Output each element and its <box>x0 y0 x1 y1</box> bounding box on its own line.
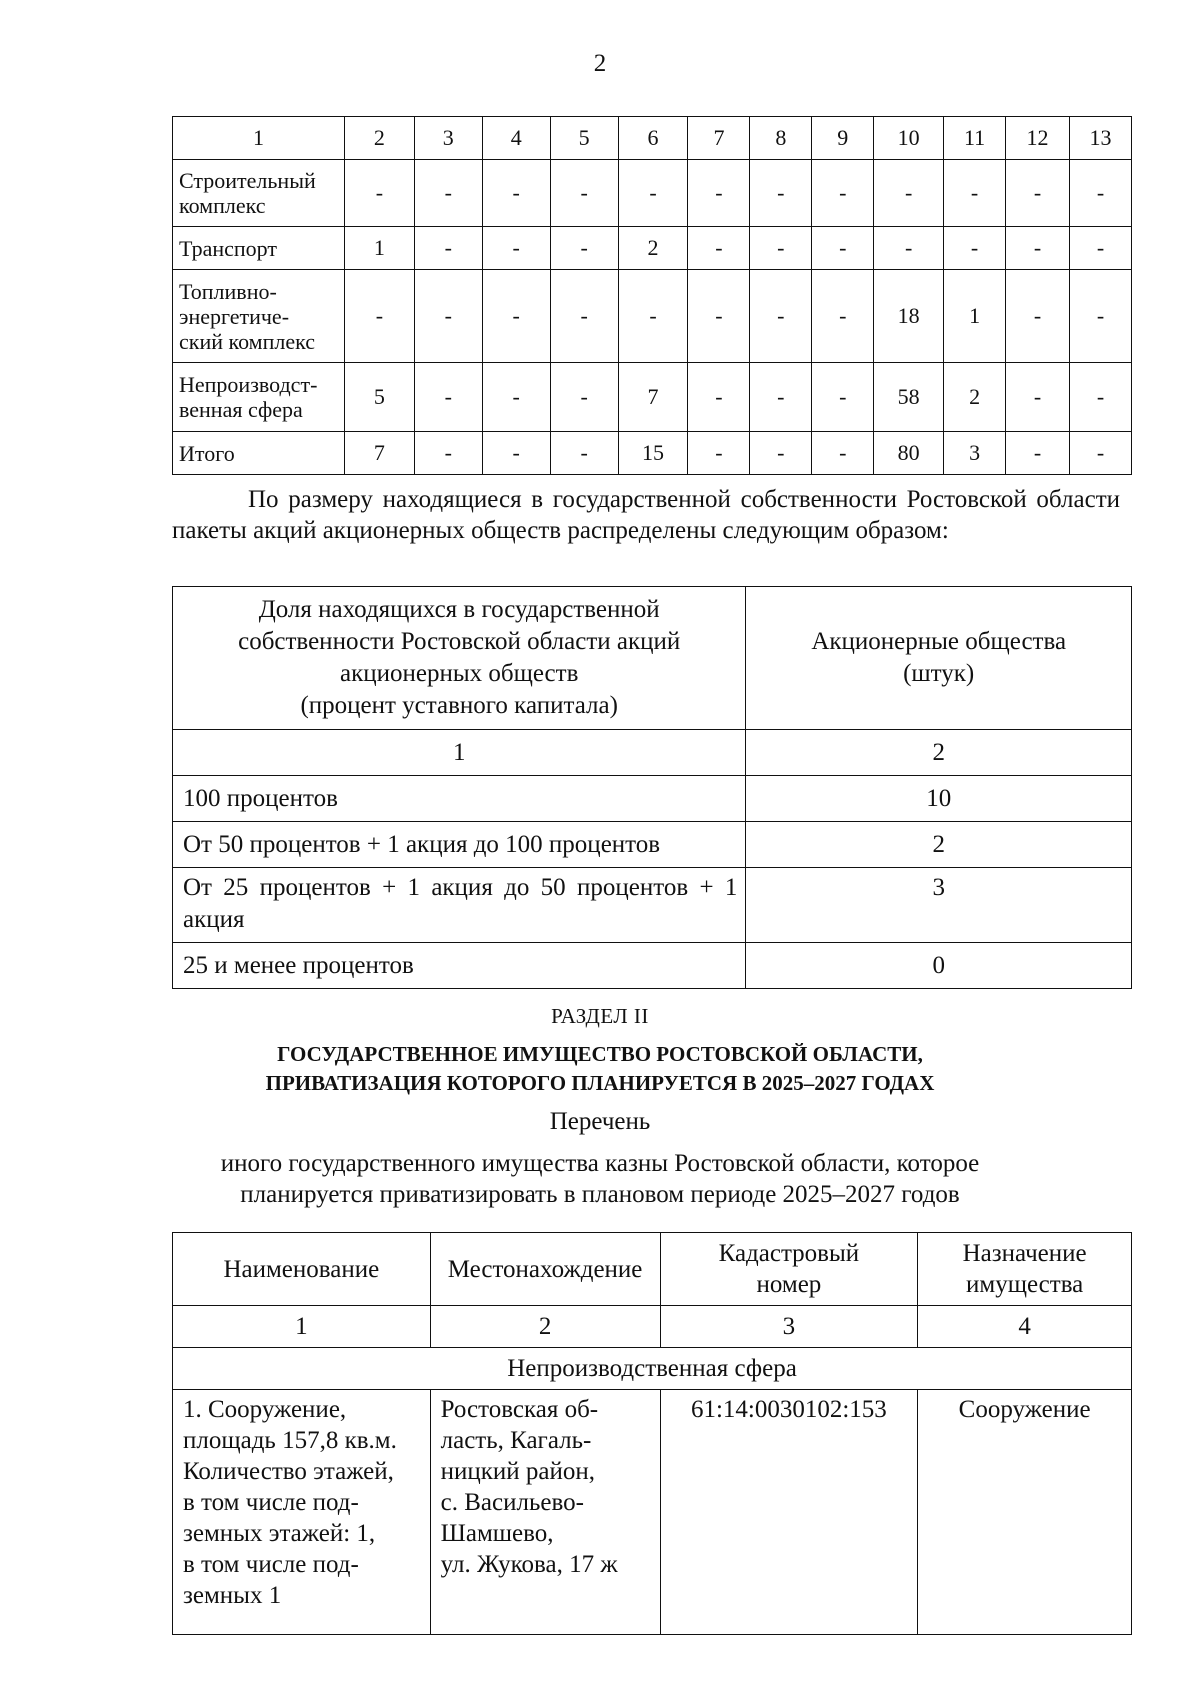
table-cell: 1 <box>944 270 1006 363</box>
count-header-cell: Акционерные общества (штук) <box>746 587 1132 730</box>
table-cell: - <box>344 160 414 227</box>
table-cell: - <box>1006 227 1070 270</box>
share-count: 10 <box>746 776 1132 822</box>
table-cell: 2 <box>944 363 1006 432</box>
location-header: Местонахождение <box>430 1233 660 1306</box>
table-cell: - <box>944 160 1006 227</box>
header-cell: 12 <box>1006 117 1070 160</box>
table-cell: - <box>550 160 618 227</box>
column-number-row <box>173 730 1132 776</box>
table-cell: - <box>874 227 944 270</box>
table-cell: - <box>550 363 618 432</box>
table-cell: 7 <box>344 432 414 475</box>
privatization-property-table <box>172 1232 1132 1635</box>
table-cell: - <box>414 270 482 363</box>
table-cell: - <box>344 270 414 363</box>
list-title: Перечень <box>549 1108 651 1135</box>
holdings-by-sector-table <box>172 116 1132 475</box>
table-cell: - <box>1006 270 1070 363</box>
property-name: 1. Сооружение, площадь 157,8 кв.м. Количество этажей, в том числе под- земных этажей: 1, в том числе под- земных 1 <box>173 1390 431 1635</box>
group-label: Непроизводственная сфера <box>173 1348 1132 1390</box>
header-cell: 3 <box>414 117 482 160</box>
column-number: 2 <box>746 730 1132 776</box>
property-location: Ростовская об- ласть, Кагаль- ницкий район, с. Васильево- Шамшево, ул. Жукова, 17 ж <box>430 1390 660 1635</box>
column-number: 1 <box>173 730 746 776</box>
section-label: РАЗДЕЛ II <box>551 1004 649 1028</box>
table-header-row <box>173 587 1132 730</box>
name-header: Наименование <box>173 1233 431 1306</box>
table-cell: - <box>688 432 750 475</box>
table-cell: 80 <box>874 432 944 475</box>
table-cell: - <box>550 227 618 270</box>
table-row <box>173 363 1132 432</box>
share-header-cell: Доля находящихся в государственной собственности Ростовской области акций акционерных обществ (процент уставного капитала) <box>173 587 746 730</box>
table-cell: - <box>550 432 618 475</box>
section-title: ГОСУДАРСТВЕННОЕ ИМУЩЕСТВО РОСТОВСКОЙ ОБЛАСТИ, ПРИВАТИЗАЦИЯ КОТОРОГО ПЛАНИРУЕТСЯ В 2025–2027 ГОДАХ <box>265 1042 935 1095</box>
column-number: 4 <box>918 1306 1132 1348</box>
table-cell: - <box>482 227 550 270</box>
share-count: 0 <box>746 943 1132 989</box>
table-cell: - <box>874 160 944 227</box>
table-cell: - <box>1006 363 1070 432</box>
distribution-paragraph <box>172 484 1120 546</box>
table-cell: - <box>688 160 750 227</box>
header-cell: 6 <box>618 117 688 160</box>
table-cell: - <box>1069 432 1131 475</box>
table-cell: - <box>1006 432 1070 475</box>
table-cell: 7 <box>618 363 688 432</box>
column-number-row <box>173 1306 1132 1348</box>
row-label: Итого <box>173 432 345 475</box>
table-cell: - <box>482 432 550 475</box>
group-row <box>173 1348 1132 1390</box>
table-row <box>173 868 1132 943</box>
table-cell: 58 <box>874 363 944 432</box>
header-cell: 5 <box>550 117 618 160</box>
table-row <box>173 270 1132 363</box>
table-row <box>173 776 1132 822</box>
purpose-header: Назначение имущества <box>918 1233 1132 1306</box>
table-row <box>173 227 1132 270</box>
table-cell: - <box>750 363 812 432</box>
table-total-row <box>173 432 1132 475</box>
table-header-row <box>173 1233 1132 1306</box>
page-number: 2 <box>593 50 607 77</box>
row-label: Топливно- энергетиче- ский комплекс <box>173 270 345 363</box>
header-cell: 2 <box>344 117 414 160</box>
table-cell: 5 <box>344 363 414 432</box>
share-count: 2 <box>746 822 1132 868</box>
table-cell: 18 <box>874 270 944 363</box>
column-number: 2 <box>430 1306 660 1348</box>
share-label: 100 процентов <box>173 776 746 822</box>
header-cell: 7 <box>688 117 750 160</box>
table-cell: 15 <box>618 432 688 475</box>
table-cell: - <box>812 227 874 270</box>
table-cell: - <box>482 160 550 227</box>
column-number: 3 <box>660 1306 918 1348</box>
table-cell: - <box>1006 160 1070 227</box>
table-cell: - <box>750 270 812 363</box>
share-label: От 50 процентов + 1 акция до 100 процентов <box>173 822 746 868</box>
table-cell: - <box>482 363 550 432</box>
table-cell: - <box>414 227 482 270</box>
table-cell: - <box>1069 160 1131 227</box>
table-cell: - <box>550 270 618 363</box>
table-cell: - <box>944 227 1006 270</box>
table-cell: - <box>750 227 812 270</box>
header-cell: 11 <box>944 117 1006 160</box>
table-cell: - <box>688 363 750 432</box>
table-cell: - <box>750 160 812 227</box>
row-label: Транспорт <box>173 227 345 270</box>
header-cell: 9 <box>812 117 874 160</box>
table-cell: - <box>688 270 750 363</box>
table-cell: - <box>812 363 874 432</box>
header-cell: 13 <box>1069 117 1131 160</box>
list-subtitle: иного государственного имущества казны Ростовской области, которое планируется приватизировать в плановом периоде 2025–2027 годов <box>220 1150 980 1208</box>
cadastral-number: 61:14:0030102:153 <box>660 1390 918 1635</box>
share-label: 25 и менее процентов <box>173 943 746 989</box>
table-cell: 3 <box>944 432 1006 475</box>
cadastral-header: Кадастровый номер <box>660 1233 918 1306</box>
table-cell: - <box>812 160 874 227</box>
share-label: От 25 процентов + 1 акция до 50 процентов + 1 акция <box>173 868 746 943</box>
table-cell: - <box>1069 270 1131 363</box>
table-cell: - <box>618 160 688 227</box>
table-header-row <box>173 117 1132 160</box>
table-cell: - <box>1069 363 1131 432</box>
table-cell: - <box>750 432 812 475</box>
property-purpose: Сооружение <box>918 1390 1132 1635</box>
table-cell: 1 <box>344 227 414 270</box>
row-label: Строительный комплекс <box>173 160 345 227</box>
table-row <box>173 943 1132 989</box>
share-count: 3 <box>746 868 1132 943</box>
table-row <box>173 1390 1132 1635</box>
table-cell: - <box>414 160 482 227</box>
header-cell: 1 <box>173 117 345 160</box>
table-cell: - <box>812 432 874 475</box>
table-cell: - <box>482 270 550 363</box>
table-cell: 2 <box>618 227 688 270</box>
paragraph-text: По размеру находящиеся в государственной собственности Ростовской области пакеты акций акционерных обществ распределены следующим образом: <box>172 486 1120 544</box>
table-row <box>173 822 1132 868</box>
table-cell: - <box>812 270 874 363</box>
header-cell: 10 <box>874 117 944 160</box>
table-cell: - <box>414 363 482 432</box>
table-cell: - <box>1069 227 1131 270</box>
table-row <box>173 160 1132 227</box>
share-distribution-table <box>172 586 1132 989</box>
table-cell: - <box>414 432 482 475</box>
table-cell: - <box>618 270 688 363</box>
header-cell: 4 <box>482 117 550 160</box>
row-label: Непроизводст- венная сфера <box>173 363 345 432</box>
column-number: 1 <box>173 1306 431 1348</box>
header-cell: 8 <box>750 117 812 160</box>
table-cell: - <box>688 227 750 270</box>
